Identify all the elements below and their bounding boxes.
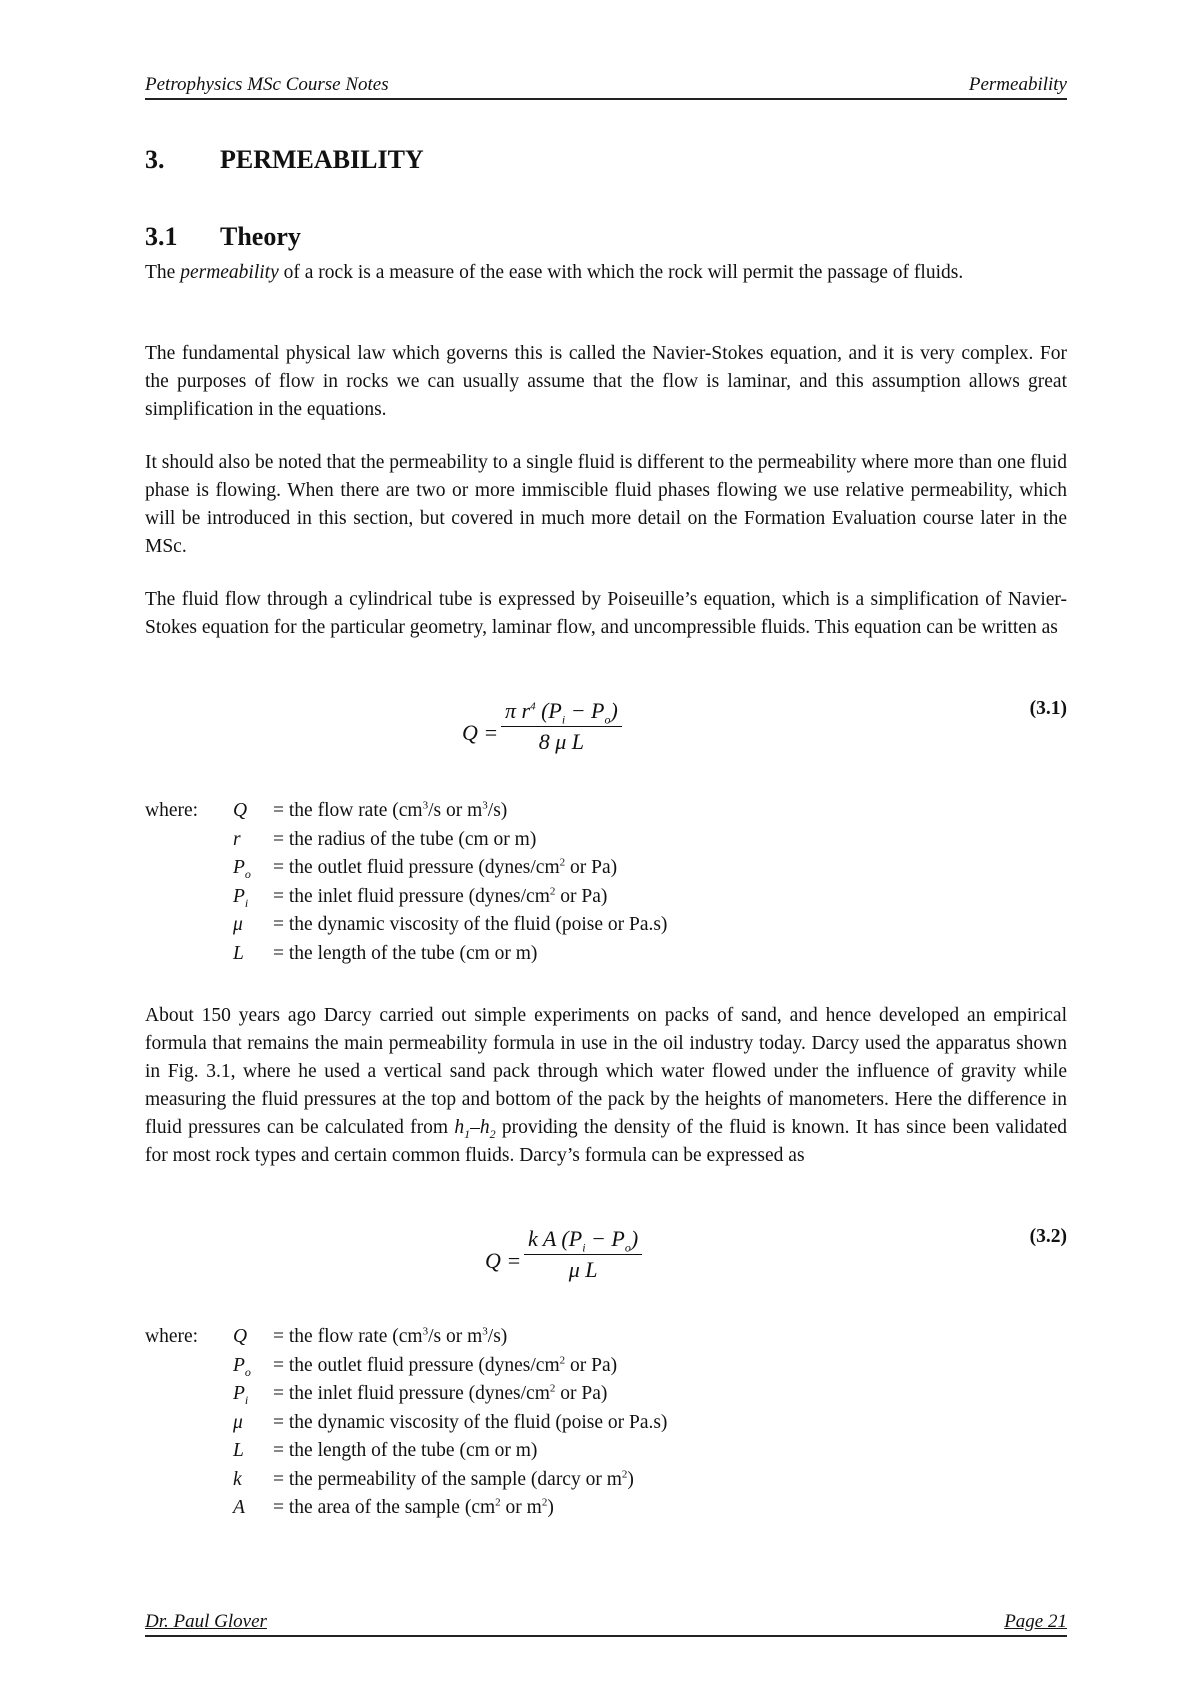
definition-text: = the outlet fluid pressure (dynes/cm xyxy=(273,1354,560,1376)
eq2-num-close: ) xyxy=(630,1226,639,1251)
paragraph-1-text-b: of a rock is a measure of the ease with which the rock will permit the passage of fluids. xyxy=(278,262,964,283)
definition-text: or Pa) xyxy=(565,857,618,878)
symbol-letter: k xyxy=(233,1468,242,1490)
variable-symbol xyxy=(233,940,244,969)
variable-definition xyxy=(273,1323,507,1352)
h2-symbol xyxy=(479,1117,496,1141)
document-page xyxy=(145,0,1067,1698)
variable-definition xyxy=(273,1494,554,1523)
eq1-num-sub-i: i xyxy=(561,712,566,727)
equation-3-1 xyxy=(145,698,1067,768)
equation-numerator xyxy=(501,698,622,727)
variable-symbol xyxy=(233,797,247,826)
h-dash: – xyxy=(470,1117,480,1138)
variable-definition xyxy=(273,883,607,912)
symbol-letter: r xyxy=(233,828,241,850)
variable-definition xyxy=(273,1466,634,1495)
variable-definition xyxy=(273,826,536,855)
definition-text: = the dynamic viscosity of the fluid (poise or Pa.s) xyxy=(273,914,668,935)
definition-text: or Pa) xyxy=(555,1383,608,1404)
variable-row xyxy=(145,1352,1067,1381)
paragraph-2: The fundamental physical law which governs this is called the Navier-Stokes equation, and it is very complex. For the purposes of flow in rocks we can usually assume that the flow is laminar, and this assumption allows great simplification in the equations. xyxy=(145,343,1067,420)
definition-text: or Pa) xyxy=(555,885,608,907)
paragraph-1-text-a: The xyxy=(145,262,181,283)
variable-row xyxy=(145,854,1067,883)
definition-text: = the radius of the tube (cm or m) xyxy=(273,828,537,850)
equation-lhs: Q = xyxy=(485,1248,522,1273)
variable-row xyxy=(145,911,1067,940)
equation-denominator: 8 μ L xyxy=(538,729,585,754)
unit-exponent: 2 xyxy=(549,885,556,897)
variable-row xyxy=(145,1323,1067,1352)
symbol-subscript: o xyxy=(244,866,251,881)
h2-subscript: 2 xyxy=(489,1126,496,1141)
definition-text: ) xyxy=(547,1497,554,1518)
definition-text: ) xyxy=(627,1468,634,1490)
definition-text: = the length of the tube (cm or m) xyxy=(273,942,538,964)
variable-row xyxy=(145,1409,1067,1438)
symbol-letter: P xyxy=(233,857,245,878)
variable-list-2 xyxy=(145,1323,1067,1523)
section-number: 3. xyxy=(145,145,165,174)
header-course-title: Petrophysics MSc Course Notes xyxy=(145,74,389,95)
symbol-subscript: i xyxy=(244,895,249,910)
h2-letter: h xyxy=(479,1117,490,1138)
unit-exponent: 3 xyxy=(482,1325,488,1338)
symbol-letter: Q xyxy=(233,800,248,821)
where-label: where: xyxy=(145,800,199,821)
eq1-num-sub-o: o xyxy=(604,712,611,727)
paragraph-5-text-a: About 150 years ago Darcy carried out simple experiments on packs of sand, and hence developed an empirical formula that remains the main permeability formula in use in the oil industry today. Darcy used the apparatus shown in Fig. 3.1, where he used a vertical sand pack through which water flowed under the influence of gravity while measuring the fluid pressures at the top and bottom of the pack by the heights of manometers. Here the difference in fluid pressures can be calculated from xyxy=(145,1005,1067,1138)
equation-3-2 xyxy=(145,1226,1067,1296)
symbol-letter: P xyxy=(233,1383,245,1404)
variable-symbol xyxy=(233,826,241,855)
symbol-letter: L xyxy=(233,1440,244,1461)
definition-text: = the flow rate (cm xyxy=(273,800,423,821)
variable-definition xyxy=(273,911,667,940)
variable-row xyxy=(145,940,1067,969)
unit-exponent: 2 xyxy=(559,856,566,869)
symbol-subscript: i xyxy=(244,1392,249,1407)
variable-definition xyxy=(273,1352,617,1381)
paragraph-5-text-b: providing the density of the fluid is known. It has since been validated for most rock types and certain common fluids. Darcy’s formula can be expressed as xyxy=(145,1117,1067,1166)
variable-row xyxy=(145,826,1067,855)
paragraph-1 xyxy=(145,259,1067,287)
page-footer xyxy=(145,1609,1067,1637)
unit-exponent: 2 xyxy=(541,1496,548,1509)
variable-symbol xyxy=(233,911,243,940)
equation-number: (3.2) xyxy=(1029,1226,1067,1247)
symbol-letter: Q xyxy=(233,1326,248,1347)
unit-exponent: 3 xyxy=(422,1325,429,1338)
definition-text: /s or m xyxy=(428,1326,483,1347)
variable-definition xyxy=(273,854,617,883)
symbol-subscript: o xyxy=(244,1364,251,1379)
definition-text: = the area of the sample (cm xyxy=(273,1497,496,1518)
variable-symbol xyxy=(233,1380,248,1409)
definition-text: = the length of the tube (cm or m) xyxy=(273,1440,538,1461)
unit-exponent: 3 xyxy=(422,799,429,812)
footer-author: Dr. Paul Glover xyxy=(145,1611,267,1632)
variable-row xyxy=(145,1466,1067,1495)
unit-exponent: 2 xyxy=(621,1468,628,1480)
equation-fraction xyxy=(501,698,622,755)
header-chapter-title: Permeability xyxy=(968,74,1067,95)
eq1-num-po: − P xyxy=(565,698,605,723)
eq2-num-ka: k A (P xyxy=(528,1226,583,1251)
variable-row xyxy=(145,1494,1067,1523)
symbol-letter: μ xyxy=(233,1411,243,1433)
variable-symbol xyxy=(233,1437,244,1466)
h1-letter: h xyxy=(454,1117,465,1138)
variable-symbol xyxy=(233,1409,243,1438)
variable-definition xyxy=(273,1380,607,1409)
eq2-num-sub-o: o xyxy=(624,1240,631,1255)
variable-symbol xyxy=(233,1466,242,1495)
definition-text: or Pa) xyxy=(565,1354,618,1376)
variable-row xyxy=(145,1380,1067,1409)
variable-symbol xyxy=(233,854,251,883)
eq1-num-close: ) xyxy=(610,698,618,723)
definition-text: = the permeability of the sample (darcy or m xyxy=(273,1468,622,1490)
symbol-letter: P xyxy=(233,1354,245,1376)
eq1-num-exponent: 4 xyxy=(530,700,536,713)
variable-symbol xyxy=(233,1352,251,1381)
symbol-letter: μ xyxy=(233,914,243,935)
variable-definition xyxy=(273,1409,667,1438)
variable-symbol xyxy=(233,883,248,912)
definition-text: or m xyxy=(500,1497,542,1518)
variable-symbol xyxy=(233,1323,247,1352)
subsection-heading xyxy=(145,222,301,252)
paragraph-3: It should also be noted that the permeability to a single fluid is different to the permeability where more than one fluid phase is flowing. When there are two or more immiscible fluid phases flowing we use relative permeability, which will be introduced in this section, but covered in much more detail on the Formation Evaluation course later in the MSc. xyxy=(145,452,1067,557)
paragraph-1-emphasis: permeability xyxy=(180,262,279,283)
definition-text: = the flow rate (cm xyxy=(273,1326,423,1347)
equation-numerator xyxy=(524,1226,642,1255)
definition-text: = the dynamic viscosity of the fluid (poise or Pa.s) xyxy=(273,1411,668,1433)
h1-symbol xyxy=(454,1117,471,1141)
variable-symbol xyxy=(233,1494,245,1523)
eq1-num-pi: (P xyxy=(535,698,562,723)
variable-row xyxy=(145,883,1067,912)
subsection-number: 3.1 xyxy=(145,222,178,251)
definition-text: = the inlet fluid pressure (dynes/cm xyxy=(273,1383,550,1404)
unit-exponent: 2 xyxy=(559,1354,566,1366)
footer-page-number: Page 21 xyxy=(1004,1611,1067,1632)
paragraph-4: The fluid flow through a cylindrical tube is expressed by Poiseuille’s equation, which is a simplification of Navier-Stokes equation for the particular geometry, laminar flow, and uncompressible fluids. This equation can be written as xyxy=(145,589,1067,638)
definition-text: = the inlet fluid pressure (dynes/cm xyxy=(273,885,550,907)
eq2-num-sub-i: i xyxy=(582,1240,586,1255)
variable-row xyxy=(145,797,1067,826)
symbol-letter: L xyxy=(233,942,244,964)
where-label: where: xyxy=(145,1326,199,1347)
equation-lhs: Q = xyxy=(462,720,499,745)
variable-definition xyxy=(273,940,537,969)
h1-subscript: 1 xyxy=(464,1126,471,1141)
equation-number: (3.1) xyxy=(1029,698,1067,719)
variable-row xyxy=(145,1437,1067,1466)
section-heading xyxy=(145,145,424,175)
section-title: PERMEABILITY xyxy=(220,145,424,174)
eq2-num-po: − P xyxy=(585,1226,625,1251)
page-header xyxy=(145,72,1067,100)
variable-definition xyxy=(273,1437,537,1466)
symbol-letter: A xyxy=(233,1497,245,1518)
definition-text: /s or m xyxy=(428,800,483,821)
definition-text: /s) xyxy=(487,1326,508,1347)
definition-text: = the outlet fluid pressure (dynes/cm xyxy=(273,857,560,878)
definition-text: /s) xyxy=(487,800,508,821)
equation-denominator: μ L xyxy=(568,1257,598,1282)
variable-list-1 xyxy=(145,797,1067,968)
symbol-letter: P xyxy=(233,885,245,907)
variable-definition xyxy=(273,797,507,826)
subsection-title: Theory xyxy=(220,222,301,251)
equation-fraction xyxy=(524,1226,642,1283)
unit-exponent: 2 xyxy=(495,1496,501,1509)
unit-exponent: 3 xyxy=(482,799,488,812)
eq1-num-pi-r: π r xyxy=(505,698,531,723)
paragraph-5 xyxy=(145,1002,1067,1170)
unit-exponent: 2 xyxy=(549,1382,556,1395)
